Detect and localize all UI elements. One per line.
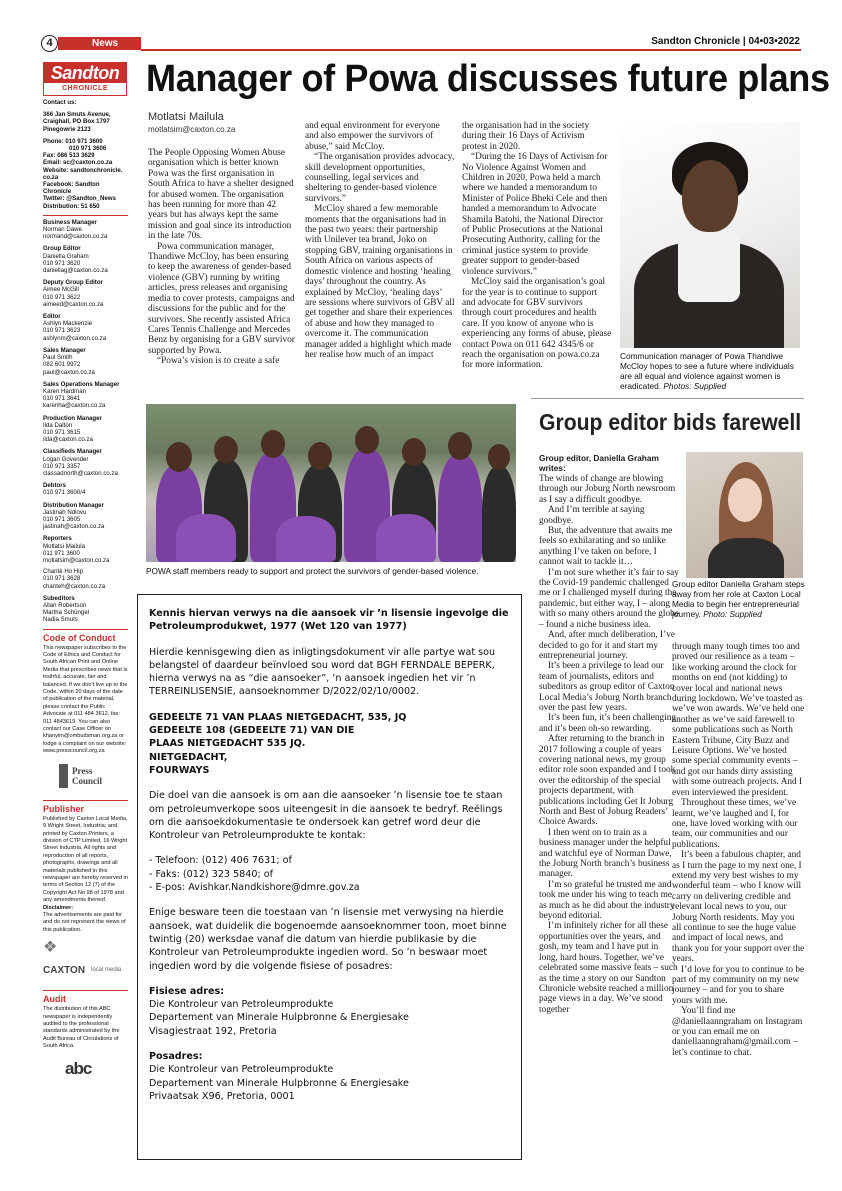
staff-detail: normand@caxton.co.za xyxy=(43,233,108,241)
article-paragraph: McCloy said the organisation’s goal for the year is to continue to support and advocate for GBV survivors through court procedures and health care. If you know of anyone who is experiencing any forms of abuse, please contact Powa on 011 642 4345/6 or reach the organisation on powa.co.za for more information. xyxy=(462,277,612,371)
photo-powa-staff xyxy=(146,404,516,562)
photo-caption-mccloy xyxy=(620,351,803,391)
code-of-conduct-title: Code of Conduct xyxy=(43,632,116,643)
notice-address-line: Departement van Minerale Hulpbronne & Energiesake xyxy=(149,1077,409,1089)
notice-objections: Enige besware teen die toestaan van ’n lisensie met verwysing na hierdie aansoek, wat duidelik die bogenoemde aansoeknommer toon, moet binne twintig (20) werksdae vanaf die datum van hierdie publikasie by die Kontroleur van Petroleumprodukte ingedien word. So ’n beswaar moet ingedien word by die volgende fisiese of posadres: xyxy=(149,907,507,972)
notice-contacts xyxy=(149,854,509,894)
press-council-mark xyxy=(59,764,68,788)
notice-address-line: Privaatsak X96, Pretoria, 0001 xyxy=(149,1090,295,1102)
staff-detail: 010 971 3605 xyxy=(43,515,81,523)
staff-detail: classadnorth@caxton.co.za xyxy=(43,469,118,477)
staff-block xyxy=(43,219,128,241)
staff-detail: Karen Hardman xyxy=(43,387,87,395)
staff-detail: aimeed@caxton.co.za xyxy=(43,300,104,308)
notice-address-line: Die Kontroleur van Petroleumprodukte xyxy=(149,999,334,1011)
staff-detail: 011 971 3600 xyxy=(43,549,80,557)
notice-property xyxy=(149,711,509,777)
staff-block xyxy=(43,381,128,410)
farewell-paragraph: You’ll find me @daniellaanngraham on Instagram or you can email me on daniellaanngraham@gmail.com – let’s continue to chat. xyxy=(672,1006,803,1058)
article-paragraph: “During the 16 Days of Activism for No Violence Against Women and Children in 2020, Powa held a march where we handed a memorandum to Minister of Police Bheki Cele and then handed a memorandum to Advocate Shamila Batohi, the National Director of Public Prosecutions at the National Prosecuting Authority, calling for the criminal justice system to provide greater support to gender-based violence survivors.” xyxy=(462,152,608,277)
staff-detail: ashlynm@caxton.co.za xyxy=(43,334,107,342)
notice-property-line: NIETGEDACHT, xyxy=(149,751,228,763)
article-paragraph: The People Opposing Women Abuse organisation which is better known Powa was the first organisation in South Africa to have a shelter designed for abused women. The organisation has been running for more than 42 years but has always kept the same mission and goal since its introduction in the late 70s. xyxy=(148,148,294,242)
distribution-line: Distribution: 51 650 xyxy=(43,202,100,210)
article-paragraph: and equal environment for everyone and also empower the survivors of abuse,” said McCloy. xyxy=(305,121,440,152)
staff-detail: Daniella Graham xyxy=(43,252,89,260)
staff-block xyxy=(43,279,128,308)
photo-caption-graham xyxy=(672,579,805,619)
caxton-sub: local media xyxy=(91,967,122,974)
sidebar xyxy=(43,62,128,1079)
photo-thandiwe-mccloy xyxy=(620,122,800,348)
notice-property-line: PLAAS NIETGEDACHT 535 JQ. xyxy=(149,738,306,750)
farewell-paragraph: And, after much deliberation, I’ve decided to go for it and start my entrepreneurial journey. xyxy=(539,630,676,661)
press-council-text: Press xyxy=(72,765,93,776)
staff-detail: Logan Govender xyxy=(43,455,89,463)
photo-credit: Photo: Supplied xyxy=(703,609,762,619)
contact-block xyxy=(43,99,128,106)
staff-detail: 010 971 3641 xyxy=(43,395,81,403)
staff-detail: Allan Robertson xyxy=(43,601,87,609)
article-byline: Motlatsi Mailula xyxy=(148,111,224,123)
staff-detail: 082 601 9972 xyxy=(43,361,81,369)
fax-line: Fax: 086 513 3629 xyxy=(43,152,95,160)
page-number: 4 xyxy=(41,35,58,52)
staff-detail: karenha@caxton.co.za xyxy=(43,402,106,410)
staff-detail: ilda@caxton.co.za xyxy=(43,436,93,444)
caxton-mark-icon: ❖ xyxy=(43,939,58,957)
newspaper-logo xyxy=(43,62,127,96)
caption-text: Communication manager of Powa Thandiwe McCloy hopes to see a future where individuals are all equal and violence against women is eradicated. xyxy=(620,351,794,391)
notice-address-line: Die Kontroleur van Petroleumprodukte xyxy=(149,1064,334,1076)
header-rule xyxy=(141,49,801,51)
notice-contact-line: - Telefoon: (012) 406 7631; of xyxy=(149,855,292,867)
farewell-paragraph: And I’m terrible at saying goodbye. xyxy=(539,505,645,526)
address-line: Pinegowrie 2123 xyxy=(43,125,91,133)
staff-detail: 010 971 3622 xyxy=(43,293,81,301)
notice-address-line: Departement van Minerale Hulpbronne & Energiesake xyxy=(149,1012,409,1024)
staff-block xyxy=(43,595,128,624)
farewell-paragraph: It’s been a privilege to lead our team of journalists, editors and subeditors as group editor of Caxton Local Media’s Joburg North branch over the past few years. xyxy=(539,661,675,713)
caxton-name: CAXTON xyxy=(43,965,86,977)
staff-detail: 010 971 3357 xyxy=(43,462,81,470)
staff-detail: paul@caxton.co.za xyxy=(43,368,95,376)
staff-block xyxy=(43,535,128,589)
notice-intro: Hierdie kennisgewing dien as inligtingsdokument vir alle partye wat sou belangstel of daardeur beïnvloed sou word dat BGH FERNDALE BEPERK, hierna verwys na as “die aansoeker”, ’n aansoek ingedien het vir ’n TERREINLISENSIE, aansoeknommer D/2022/02/10/0002. xyxy=(149,646,496,698)
contact-title: Contact us: xyxy=(43,99,77,106)
facebook-line: Chronicle xyxy=(43,188,72,196)
staff-role: Production Manager xyxy=(43,414,102,422)
notice-property-line: FOURWAYS xyxy=(149,764,210,776)
staff-block xyxy=(43,313,128,342)
code-of-conduct-text: This newspaper subscribes to the Code of Ethics and Conduct for South African Print and Online Media that prescribes news that is truthful, accurate, fair and balanced. If we don't live up to the Code, within 20 days of the date of publication of the material, please contact the Public Advocate at 011 484 3612, fax: 011 4843619. You can also contact our Case Officer on khanyim@ombudsman.org.za or lodge a complaint on our website: www.presscouncil.org.za xyxy=(43,644,128,755)
farewell-paragraph: But, the adventure that awaits me feels so exhilarating and so unlike anything I’ve taken on before, I cannot wait to tackle it… xyxy=(539,526,673,568)
farewell-paragraph: I’m so grateful he trusted me and took me under his wing to teach me as much as he did about the industry beyond editorial. xyxy=(539,879,675,922)
staff-role: Subeditors xyxy=(43,594,75,602)
sidebar-divider xyxy=(43,215,128,216)
phone-line: 010 971 3606 xyxy=(69,145,107,153)
staff-list xyxy=(43,219,128,624)
photo-daniella-graham xyxy=(686,452,803,578)
staff-role: Deputy Group Editor xyxy=(43,279,103,287)
notice-postal xyxy=(149,1063,509,1103)
logo-sub-text: CHRONICLE xyxy=(61,85,109,92)
staff-detail: daniellag@caxton.co.za xyxy=(43,267,108,275)
article-column-1 xyxy=(148,148,296,367)
photo-credit: Photos: Supplied xyxy=(663,381,727,391)
farewell-paragraph: It’s been fun, it’s been challenging and it’s been oh-so rewarding. xyxy=(539,713,677,734)
photo-caption-group: POWA staff members ready to support and protect the survivors of gender-based violence. xyxy=(146,566,479,576)
farewell-top-rule xyxy=(531,398,804,400)
staff-role: Classifieds Manager xyxy=(43,448,102,456)
farewell-paragraph: I then went on to train as a business manager under the helpful and watchful eye of Norman Dawe, the Joburg North branch’s business manager. xyxy=(539,827,672,880)
staff-detail: chanteh@caxton.co.za xyxy=(43,582,106,590)
phone-block xyxy=(43,138,128,210)
staff-detail: 010 971 3600/4 xyxy=(43,489,86,497)
staff-detail: Aimee McGill xyxy=(43,286,79,294)
facebook-line: Facebook: Sandton xyxy=(43,181,100,189)
article-paragraph: Powa communication manager, Thandiwe McCloy, has been ensuring to keep the awareness of gender-based violence (GBV) running by writing articles, press releases and organising media to cover protests, campaigns and discussions for the public and for the survivors. She recently assisted Africa Cares Tennis Challenge and Mercedes Benz by organising for a GBV survivor supported by Powa. xyxy=(148,241,295,356)
staff-role: Distribution Manager xyxy=(43,501,104,509)
farewell-paragraph: through many tough times too and proved our resilience as a team – like working around the clock for months on end (not kidding) to cover local and national news during lockdown. We’ve toasted as we’ve won awards. We’ve held one another as we’ve said farewell to some publications such as North Eastern Tribune, City Buzz and Leisure Options. We’ve hosted some special community events – and got our hands dirty assisting with some outreach projects. And I even interviewed the president. xyxy=(672,642,805,798)
notice-property-line: GEDEELTE 71 VAN PLAAS NIETGEDACHT, 535, JQ xyxy=(149,711,407,723)
staff-role: Group Editor xyxy=(43,245,81,253)
publisher-text: Published by Caxton Local Media, 9 Wright Street, Industria; and printed by Caxton Printers, a division of CTP Limited, 16 Wright Street Industria. All rights and reproduction of all reports, photographs, drawings and all materials published in this newspaper are hereby reserved in terms of Section 12 (7) of the Copyright Act No 98 of 1978 and any amendments thereof. xyxy=(43,815,128,904)
staff-detail: jastinah@caxton.co.za xyxy=(43,523,105,531)
staff-detail: Martha Schüngel xyxy=(43,609,90,617)
sidebar-divider xyxy=(43,629,128,630)
twitter-line: Twitter: @Sandton_News xyxy=(43,195,116,203)
notice-title: Kennis hiervan verwys na die aansoek vir ’n lisensie ingevolge die Petroleumprodukwet, 1977 (Wet 120 van 1977) xyxy=(149,608,509,633)
staff-role: Sales Operations Manager xyxy=(43,380,120,388)
notice-physical xyxy=(149,998,509,1038)
staff-role: Reporters xyxy=(43,535,72,543)
staff-detail: Norman Dawe xyxy=(43,226,82,234)
notice-physical-title: Fisiese adres: xyxy=(149,985,225,997)
staff-detail: Ashlyn Mackenzie xyxy=(43,320,93,328)
staff-block xyxy=(43,448,128,477)
press-council-logo xyxy=(59,764,128,792)
address-line: 366 Jan Smuts Avenue, xyxy=(43,111,111,119)
staff-block xyxy=(43,415,128,444)
staff-role: Editor xyxy=(43,313,61,321)
phone-line: Phone: 010 971 3600 xyxy=(43,137,103,145)
logo-main-text: Sandton xyxy=(44,63,126,83)
abc-logo: abc xyxy=(65,1058,92,1078)
audit-title: Audit xyxy=(43,994,66,1005)
staff-detail: 010 971 3628 xyxy=(43,575,81,583)
staff-detail: motlatsim@caxton.co.za xyxy=(43,556,110,564)
address-block xyxy=(43,111,128,133)
article-column-2 xyxy=(305,121,455,360)
notice-purpose: Die doel van die aansoek is om aan die aansoeker ’n lisensie toe te staan om petroleumverkope soos uiteengesit in die aansoek te bedryf. Reëlings om die aansoekdokumentasie te ondersoek kan getref word deur die Kontroleur van Petroleumprodukte te kontak: xyxy=(149,790,503,842)
staff-detail: Jastinah Ndlovu xyxy=(43,508,87,516)
farewell-lead: Group editor, Daniella Graham writes: xyxy=(539,453,659,473)
sidebar-divider xyxy=(43,800,128,801)
staff-block xyxy=(43,482,128,496)
farewell-paragraph: The winds of change are blowing through our Joburg North newsroom as I say a difficult goodbye. xyxy=(539,474,676,505)
staff-role: Sales Manager xyxy=(43,346,86,354)
article-byline-email: motlatsim@caxton.co.za xyxy=(148,125,236,134)
staff-block xyxy=(43,347,128,376)
press-council-text: Council xyxy=(72,775,103,786)
website-line: Website: sandtonchronicle. xyxy=(43,166,123,174)
website-line: co.za xyxy=(43,173,59,181)
farewell-paragraph: After returning to the branch in 2017 following a couple of years covering national news, my group editor role soon expanded and I took over the editorship of the special projects department, with publications including Get It Joburg North and Best of Joburg Readers’ Choice Awards. xyxy=(539,734,676,828)
publisher-title: Publisher xyxy=(43,803,85,814)
caption-text: Group editor Daniella Graham steps away from her role at Caxton Local Media to begin her entrepreneurial journey. xyxy=(672,579,805,619)
staff-detail: 010 971 3623 xyxy=(43,327,81,335)
staff-detail: Nadia Smuts xyxy=(43,616,78,624)
staff-detail: Paul Smith xyxy=(43,354,73,362)
article-headline: Manager of Powa discusses future plans xyxy=(146,58,830,100)
farewell-paragraph: I’d love for you to continue to be part of my community on my new journey – and for you to share yours with me. xyxy=(672,964,805,1006)
publication-date: Sandton Chronicle | 04•03•2022 xyxy=(651,36,800,47)
notice-property-line: GEDEELTE 108 (GEDEELTE 71) VAN DIE xyxy=(149,725,355,737)
audit-text: The distribution of this ABC newspaper is independently audited to the professional standards administrated by the Audit Bureau of Circulations of South Africa. xyxy=(43,1006,120,1050)
farewell-paragraph: Throughout these times, we’ve learnt, we’ve laughed and I, for one, have loved working with our team, our communities and our publications. xyxy=(672,798,798,850)
notice-contact-line: - Faks: (012) 323 5840; of xyxy=(149,868,274,880)
staff-block xyxy=(43,502,128,531)
section-label: News xyxy=(58,37,141,50)
notice-postal-title: Posadres: xyxy=(149,1051,203,1063)
article-paragraph: “Powa’s vision is to create a safe xyxy=(157,356,280,367)
staff-detail: 010 971 3615 xyxy=(43,428,81,436)
article-paragraph: McCloy shared a few memorable moments that the organisations had in the past two years: their partnership with Unilever tea brand, Joko on stopping GBV, training organisations in South Africa on various aspects of domestic violence and hosting ‘healing days’ throughout the country. As explained by McCloy, ‘healing days’ are sessions where survivors of GBV all get together and share their experiences of abuse and how they managed to overcome it. The communication manager added a highlight which made her realise how much of an impact xyxy=(305,204,455,360)
caxton-logo xyxy=(43,939,128,982)
disclaimer-text: The advertisements are paid for and do not represent the views of this publication. xyxy=(43,911,126,933)
staff-detail: Chantè Ho Hip xyxy=(43,568,83,576)
article-column-3 xyxy=(462,121,612,371)
legal-notice-box xyxy=(137,594,522,1160)
staff-role: Debtors xyxy=(43,482,67,490)
address-line: Craighall, PO Box 1797 xyxy=(43,118,110,126)
staff-detail: Ilda Dalton xyxy=(43,421,73,429)
farewell-paragraph: I’m infinitely richer for all these opportunities over the years, and gosh, my team and I have put in long, hard hours. Together, we’ve celebrated some massive feats – such as the time a story on our Sandton Chronicle website reached a million page views in a day. We’ve stood together xyxy=(539,921,678,1015)
farewell-paragraph: I’m not sure whether it’s fair to say the Covid-19 pandemic challenged me or I challenged myself during the pandemic, but either way, I – along with so many others around the globe – found a niche business idea. xyxy=(539,567,679,630)
staff-detail: Motlatsi Mailula xyxy=(43,542,85,550)
staff-role: Business Manager xyxy=(43,218,97,226)
farewell-headline: Group editor bids farewell xyxy=(539,409,802,435)
sidebar-divider xyxy=(43,990,128,991)
email-line: Email: sc@caxton.co.za xyxy=(43,159,113,167)
farewell-paragraph: It’s been a fabulous chapter, and as I turn the page to my next one, I extend my very best wishes to my wonderful team – who I know will carry on delivering credible and relevant local news to you, our Joburg North residents. May you all continue to see the huge value and impact of local news, and thank you for your support over the years. xyxy=(672,850,805,965)
notice-contact-line: - E-pos: Avishkar.Nandkishore@dmre.gov.za xyxy=(149,882,360,894)
farewell-column-2 xyxy=(672,642,805,1058)
disclaimer-title: Disclaimer: xyxy=(43,904,74,911)
article-paragraph: the organisation had in the society during their 16 Days of Activism protest in 2020. xyxy=(462,121,590,152)
article-paragraph: “The organisation provides advocacy, skill development opportunities, counselling, legal services and sheltering to gender-based violence survivors.” xyxy=(305,152,455,204)
farewell-column-1 xyxy=(539,474,679,1015)
notice-address-line: Visagiestraat 192, Pretoria xyxy=(149,1025,277,1037)
staff-detail: 010 971 3620 xyxy=(43,259,81,267)
staff-block xyxy=(43,245,128,274)
